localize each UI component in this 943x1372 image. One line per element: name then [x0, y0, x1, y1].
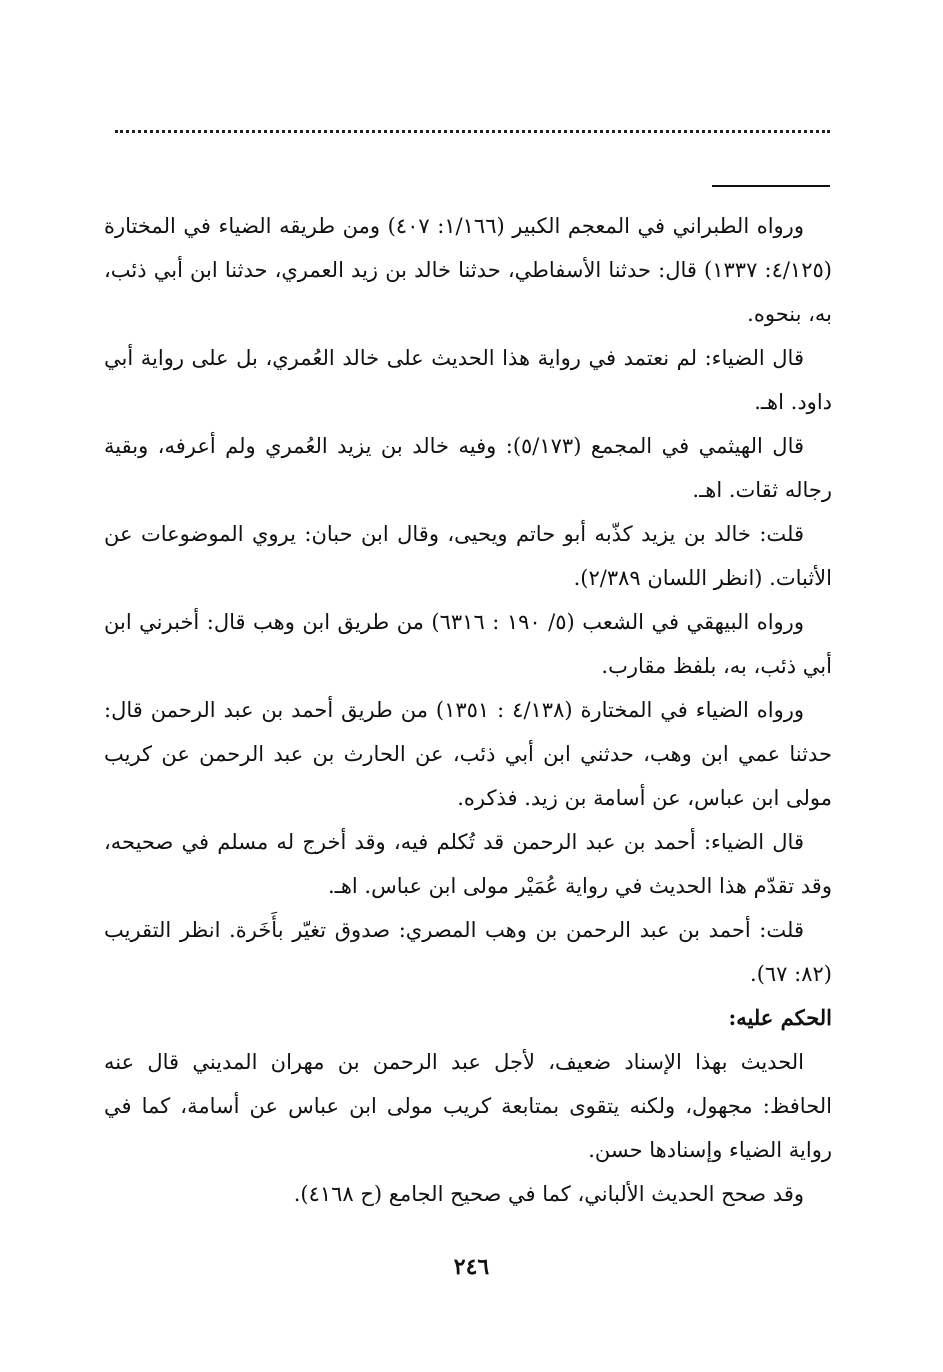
footnote-rule — [712, 185, 830, 187]
paragraph: قال الضياء: لم نعتمد في رواية هذا الحديث على خالد العُمري، بل على رواية أبي داود. اهـ. — [104, 346, 832, 414]
paragraph: قال الهيثمي في المجمع (٥/١٧٣): وفيه خالد بن يزيد العُمري ولم أعرفه، وبقية رجاله ثقات. اهـ. — [104, 434, 832, 502]
page-number: ٢٤٦ — [453, 1254, 490, 1280]
paragraph: قلت: أحمد بن عبد الرحمن بن وهب المصري: صدوق تغيّر بأَخَرة. انظر التقريب (٨٢: ٦٧). — [104, 918, 832, 986]
paragraph: ورواه الضياء في المختارة (٤/١٣٨ : ١٣٥١) من طريق أحمد بن عبد الرحمن قال: حدثنا عمي ابن وهب، حدثني ابن أبي ذئب، عن الحارث بن عبد الرحمن عن كريب مولى ابن عباس، عن أسامة بن زيد. فذكره. — [104, 698, 832, 810]
page-body — [104, 204, 832, 1216]
dotted-separator — [115, 130, 830, 133]
paragraph: ورواه البيهقي في الشعب (٥/ ١٩٠ : ٦٣١٦) من طريق ابن وهب قال: أخبرني ابن أبي ذئب، به، بلفظ مقارب. — [104, 610, 832, 678]
paragraph: قلت: خالد بن يزيد كذّبه أبو حاتم ويحيى، وقال ابن حبان: يروي الموضوعات عن الأثبات. (انظر اللسان ٢/٣٨٩). — [104, 522, 832, 590]
ruling-paragraph: الحديث بهذا الإسناد ضعيف، لأجل عبد الرحمن بن مهران المديني قال عنه الحافظ: مجهول، ولكنه يتقوى بمتابعة كريب مولى ابن عباس عن أسامة، كما في رواية الضياء وإسنادها حسن. — [104, 1050, 832, 1162]
paragraph: ورواه الطبراني في المعجم الكبير (١/١٦٦: ٤٠٧) ومن طريقه الضياء في المختارة (٤/١٢٥: ١٣٣٧) قال: حدثنا الأسفاطي، حدثنا خالد بن زيد العمري، حدثنا ابن أبي ذئب، به، بنحوه. — [104, 214, 832, 326]
ruling-paragraph: وقد صحح الحديث الألباني، كما في صحيح الجامع (ح ٤١٦٨). — [293, 1182, 804, 1206]
paragraph: قال الضياء: أحمد بن عبد الرحمن قد تُكلم فيه، وقد أخرج له مسلم في صحيحه، وقد تقدّم هذا الحديث في رواية عُمَيْر مولى ابن عباس. اهـ. — [104, 830, 832, 898]
ruling-heading: الحكم عليه: — [728, 1005, 832, 1030]
